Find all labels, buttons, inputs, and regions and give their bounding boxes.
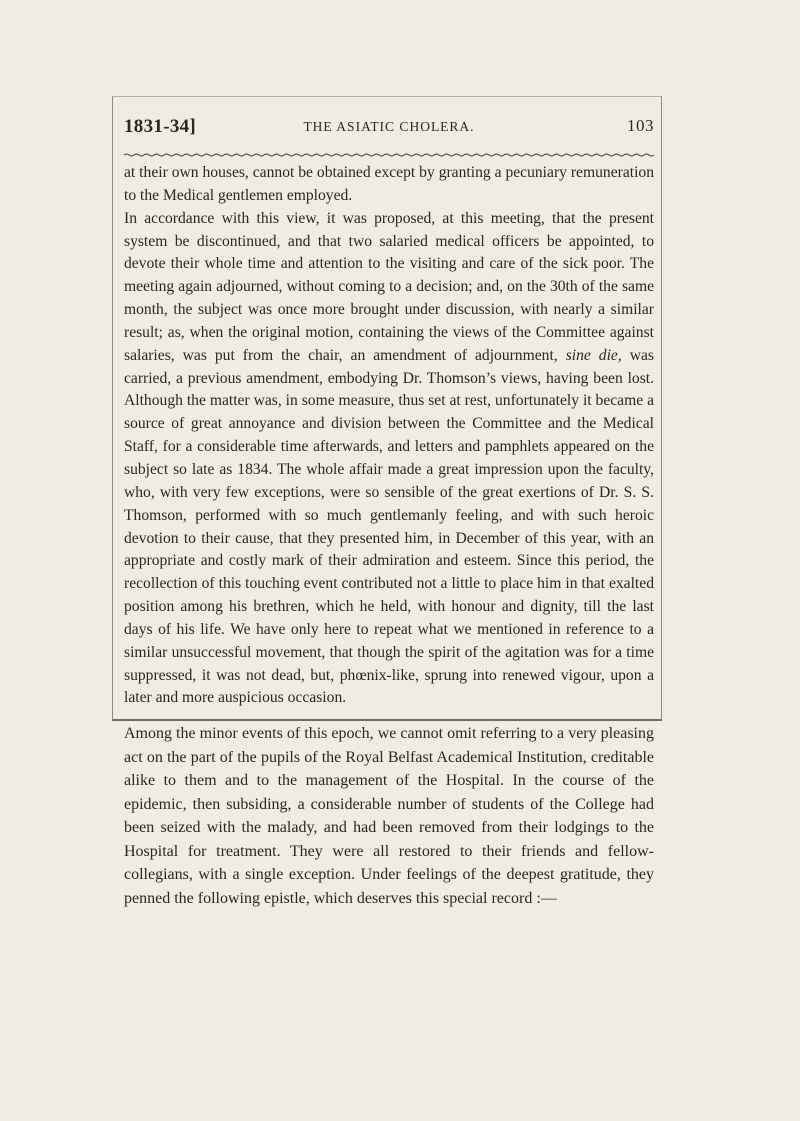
paragraph: Among the minor events of this epoch, we cannot omit referring to a very pleasing act on the part of the pupils of the Royal Belfast Academical Institution, creditable alike to them and to the management of the Hospital. In the course of the epidemic, then subsiding, a considerable number of students of the College had been seized with the malady, and had been removed from their lodgings to the Hospital for treatment. They were all restored to their friends and fellow-collegians, with a single exception. Under feelings of the deepest gratitude, they penned the following epistle, which deserves this special record :— xyxy=(124,725,654,907)
paragraph xyxy=(124,208,654,711)
latin-phrase: sine die, xyxy=(565,346,622,364)
body-text xyxy=(124,162,654,910)
running-title: THE ASIATIC CHOLERA. xyxy=(303,119,475,134)
page-number: 103 xyxy=(627,116,654,135)
wavy-header-rule xyxy=(124,153,654,157)
paragraph: at their own houses, cannot be obtained except by granting a pecuniary remuneration to the Medical gentlemen employed. xyxy=(124,164,654,204)
paragraph-text: was carried, a previous amendment, embodying Dr. Thomson’s views, having been lost. Although the matter was, in some measure, thus set at rest, unfortunately it became a source of great annoyance and division between the Committee and the Medical Staff, for a considerable time afterwards, and letters and pamphlets appeared on the subject so late as 1834. The whole affair made a great impression upon the faculty, who, with very few exceptions, were so sensible of the great exertions of Dr. S. S. Thomson, performed with so much gentlemanly feeling, and with such heroic devotion to their cause, that they presented him, in December of this year, with an appropriate and costly mark of their admiration and esteem. Since this period, the recollection of this touching event contributed not a little to place him in that exalted position among his brethren, which he held, with honour and dignity, till the last days of his life. We have only here to repeat what we mentioned in reference to a similar unsuccessful movement, that though the spirit of the agitation was for a time suppressed, it was not dead, but, phœnix-like, sprung into renewed vigour, upon a later and more auspicious occasion. xyxy=(124,346,655,707)
running-year: 1831-34] xyxy=(124,116,197,137)
running-header xyxy=(124,116,654,138)
paragraph-text: In accordance with this view, it was proposed, at this meeting, that the present system be discontinued, and that two salaried medical officers be appointed, to devote their whole time and attention to the visiting and care of the sick poor. The meeting again adjourned, without coming to a decision; and, on the 30th of the same month, the subject was once more brought under discussion, with nearly a similar result; as, when the original motion, containing the views of the Committee against salaries, was put from the chair, an amendment of adjournment, xyxy=(124,209,654,364)
